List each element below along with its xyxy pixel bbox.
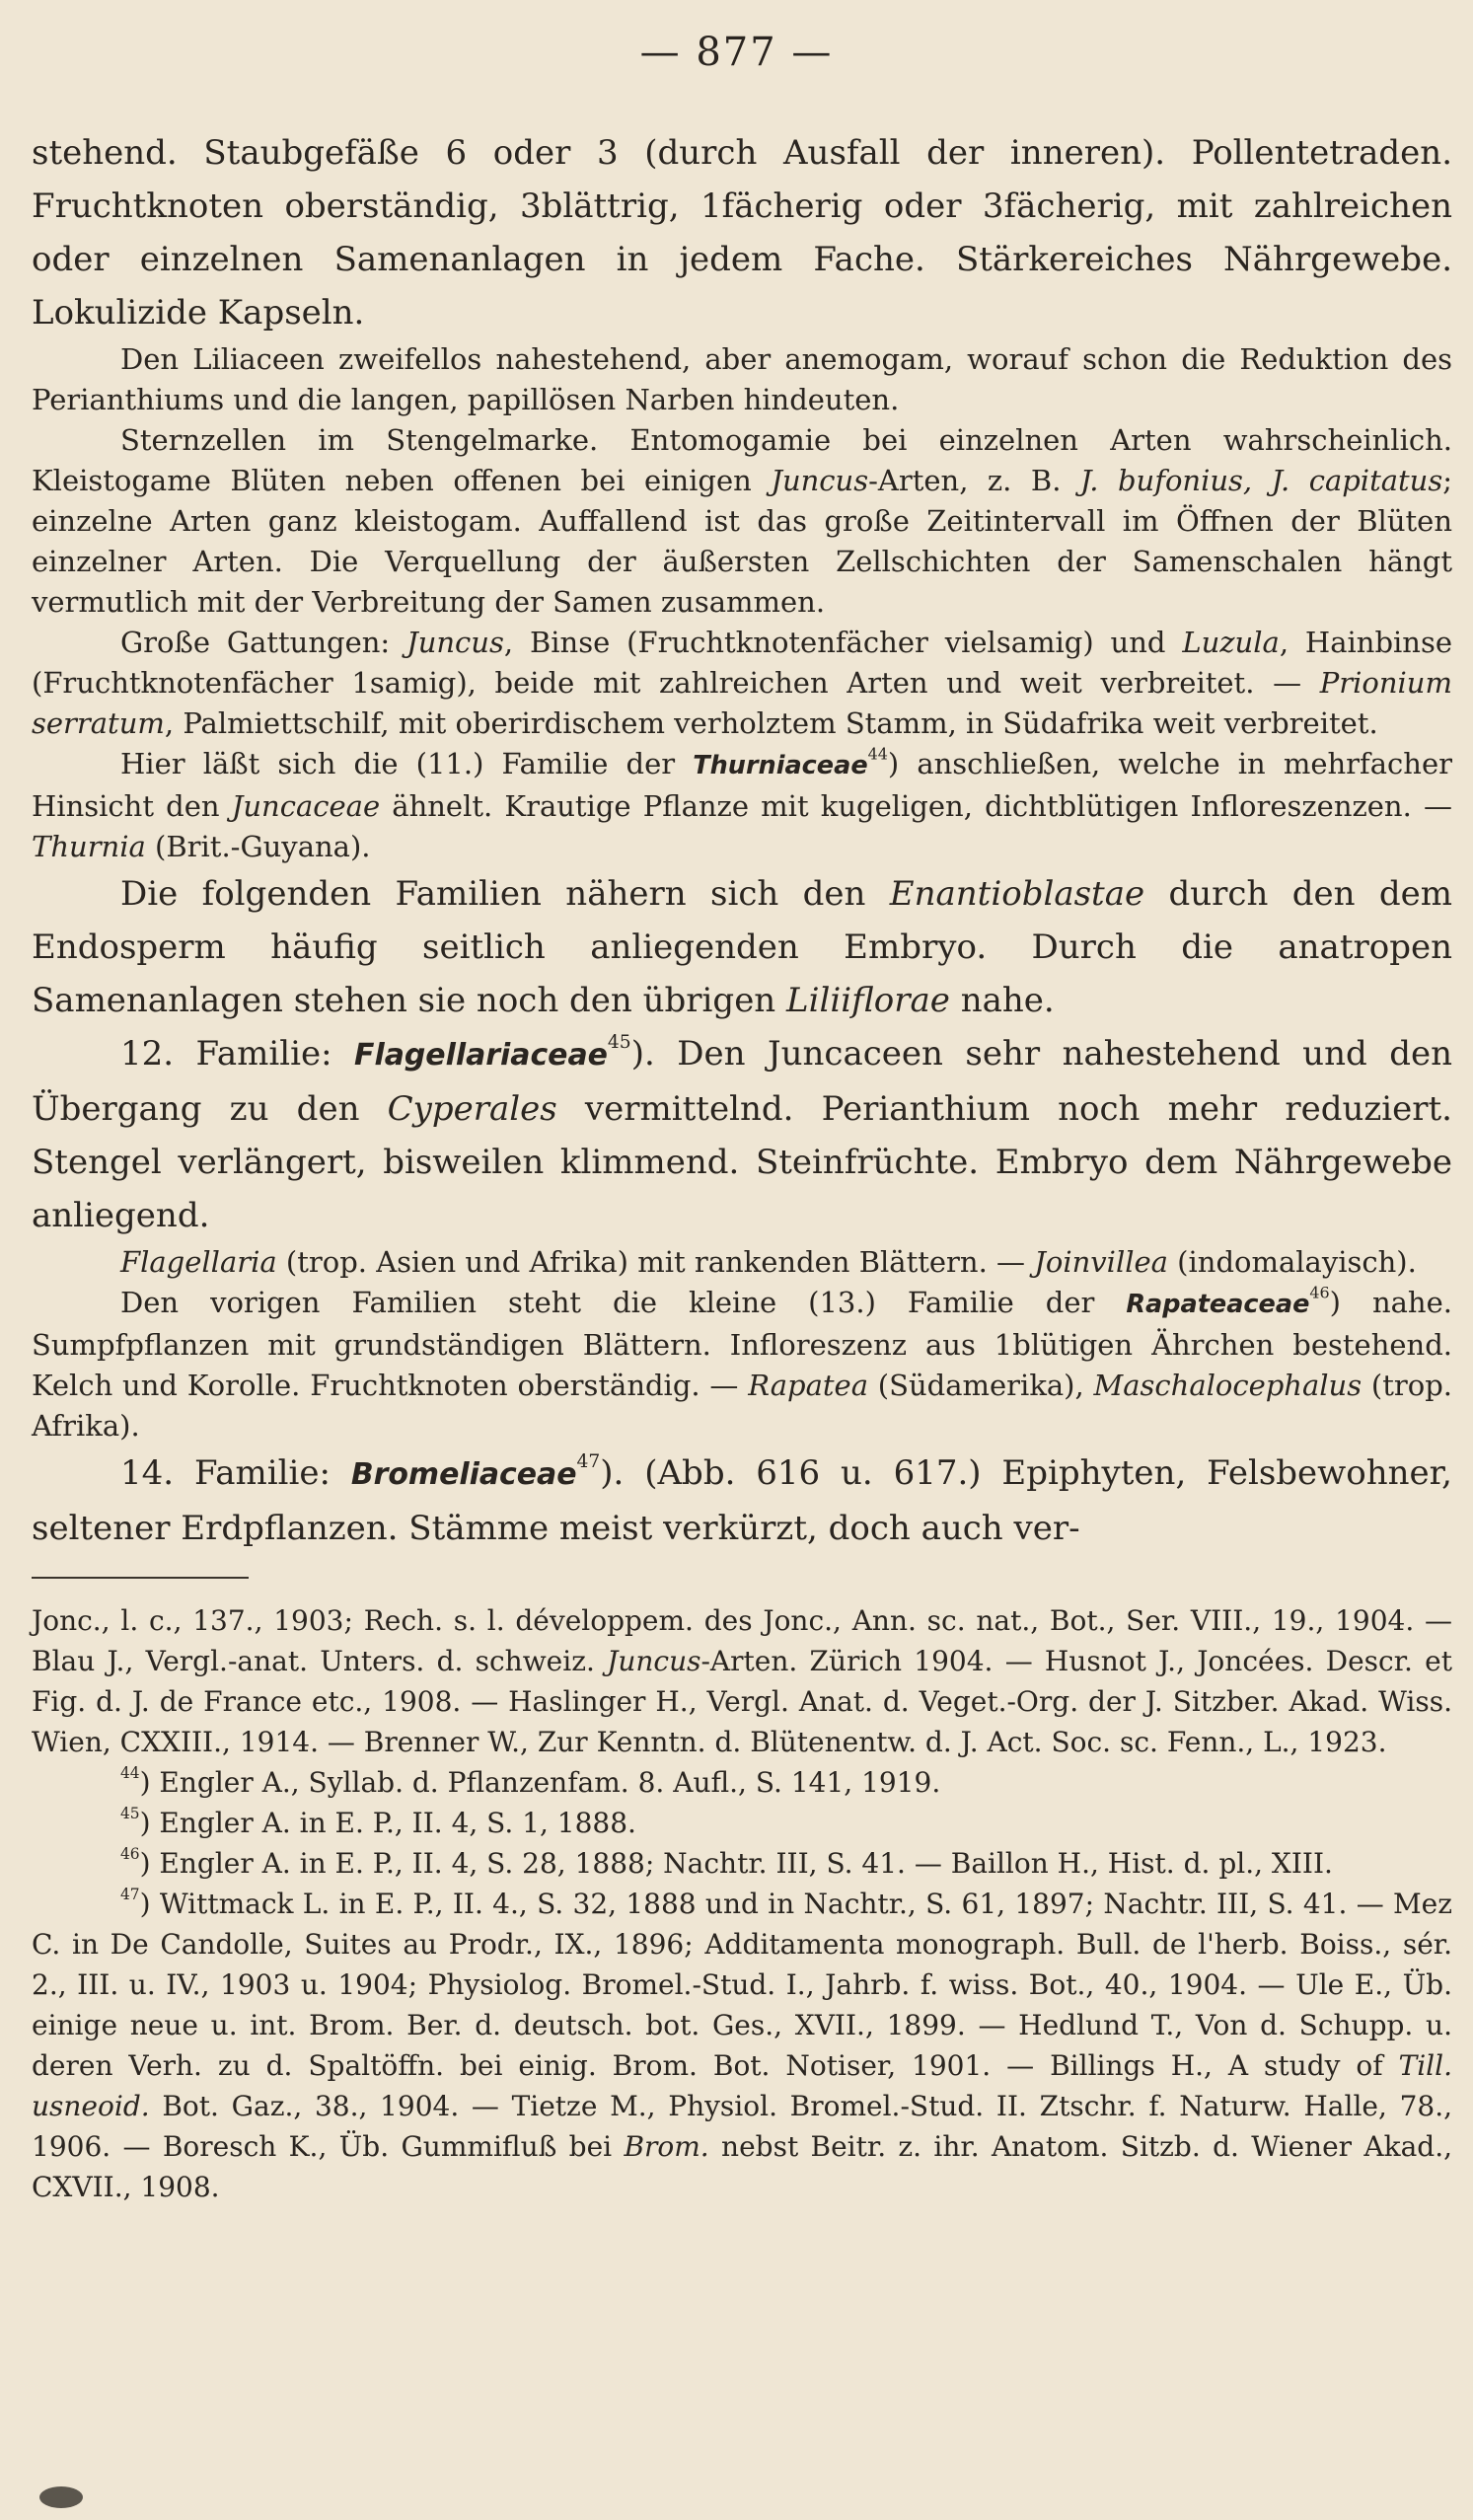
ink-smudge (39, 2486, 83, 2508)
footnote-45: $^{45}$) Engler A. in E. P., II. 4, S. 1, 1888. (120, 1805, 636, 1839)
footnote-continued: Jonc., l. c., 137., 1903; Rech. s. l. développem. des Jonc., Ann. sc. nat., Bot., Ser. VIII., 19., 1904. — Blau J., Vergl.-anat. Unters. d. schweiz. Juncus-Arten. Zürich 1904. — Husnot J., Joncées. Descr. et Fig. d. J. de France etc., 1908. — Haslinger H., Vergl. Anat. d. Veget.-Org. der J. Sitzber. Akad. Wiss. Wien, CXXIII., 1914. — Brenner W., Zur Kenntn. d. Blütenentw. d. J. Act. Soc. sc. Fenn., L., 1923. (32, 1604, 1452, 1758)
main-text (32, 126, 1452, 2207)
page-number: — 877 — (639, 30, 834, 75)
paragraph-flagellaria-genera: Flagellaria (trop. Asien und Afrika) mit rankenden Blättern. — Joinvillea (indomalayisch). (120, 1245, 1417, 1279)
paragraph-bromeliaceae: 14. Familie: Bromeliaceae$^{47}$). (Abb. 616 u. 617.) Epiphyten, Felsbewohner, seltener Erdpflanzen. Stämme meist verkürzt, doch auch ver- (32, 1451, 1452, 1548)
footnote-46: $^{46}$) Engler A. in E. P., II. 4, S. 28, 1888; Nachtr. III, S. 41. — Baillon H., Hist. d. pl., XIII. (120, 1845, 1333, 1880)
paragraph-thurniaceae: Hier läßt sich die (11.) Familie der Thurniaceae$^{44}$) anschließen, welche in mehrfacher Hinsicht den Juncaceae ähnelt. Krautige Pflanze mit kugeligen, dichtblütigen Infloreszenzen. — Thurnia (Brit.-Guyana). (32, 744, 1453, 863)
footnote-44: $^{44}$) Engler A., Syllab. d. Pflanzenfam. 8. Aufl., S. 141, 1919. (120, 1764, 941, 1799)
paragraph-biology: Sternzellen im Stengelmarke. Entomogamie bei einzelnen Arten wahrscheinlich. Kleistogame Blüten neben offenen bei einigen Juncus-Arten, z. B. J. bufonius, J. capitatus; einzelne Arten ganz kleistogam. Auffallend ist das große Zeitintervall im Öffnen der Blüten einzelner Arten. Die Verquellung der äußersten Zellschichten der Samenschalen hängt vermutlich mit der Verbreitung der Samen zusammen. (32, 423, 1453, 619)
footnote-47: $^{47}$) Wittmack L. in E. P., II. 4., S. 32, 1888 und in Nachtr., S. 61, 1897; Nachtr. III, S. 41. — Mez C. in De Candolle, Suites au Prodr., IX., 1896; Additamenta monograph. Bull. de l'herb. Boiss., sér. 2., III. u. IV., 1903 u. 1904; Physiolog. Bromel.-Stud. I., Jahrb. f. wiss. Bot., 40., 1904. — Ule E., Üb. einige neue u. int. Brom. Ber. d. deutsch. bot. Ges., XVII., 1899. — Hedlund T., Von d. Schupp. u. deren Verh. zu d. Spaltöffn. bei einig. Brom. Bot. Notiser, 1901. — Billings H., A study of Till. usneoid. Bot. Gaz., 38., 1904. — Tietze M., Physiol. Bromel.-Stud. II. Ztschr. f. Naturw. Halle, 78., 1906. — Boresch K., Üb. Gummifluß bei Brom. nebst Beitr. z. ihr. Anatom. Sitzb. d. Wiener Akad., CXVII., 1908. (32, 1886, 1452, 2203)
footnote-separator (32, 1577, 249, 1579)
paragraph-description: stehend. Staubgefäße 6 oder 3 (durch Ausfall der inneren). Pollentetraden. Fruchtknoten oberständig, 3blättrig, 1fächerig oder 3fächerig, mit zahlreichen oder einzelnen Samenanlagen in jedem Fache. Stärkereiches Nährgewebe. Lokulizide Kapseln. (32, 133, 1452, 333)
paragraph-genera: Große Gattungen: Juncus, Binse (Fruchtknotenfächer vielsamig) und Luzula, Hainbinse (Fruchtknotenfächer 1samig), beide mit zahlreichen Arten und weit verbreitet. — Prionium serratum, Palmiettschilf, mit oberirdischem verholztem Stamm, in Südafrika weit verbreitet. (32, 626, 1453, 740)
paragraph-transition: Die folgenden Familien nähern sich den Enantioblastae durch den dem Endosperm häufig seitlich anliegenden Embryo. Durch die anatropen Samenanlagen stehen sie noch den übrigen Liliiflorae nahe. (32, 874, 1452, 1020)
paragraph-flagellariaceae: 12. Familie: Flagellariaceae$^{45}$). Den Juncaceen sehr nahestehend und den Übergang zu den Cyperales vermittelnd. Perianthium noch mehr reduziert. Stengel verlängert, bisweilen klimmend. Steinfrüchte. Embryo dem Nährgewebe anliegend. (32, 1032, 1452, 1235)
paragraph-rapateaceae: Den vorigen Familien steht die kleine (13.) Familie der Rapateaceae$^{46}$) nahe. Sumpfpflanzen mit grundständigen Blättern. Infloreszenz aus 1blütigen Ährchen bestehend. Kelch und Korolle. Fruchtknoten oberständig. — Rapatea (Südamerika), Maschalocephalus (trop. Afrika). (32, 1283, 1452, 1443)
paragraph-relation: Den Liliaceen zweifellos nahestehend, aber anemogam, worauf schon die Reduktion des Perianthiums und die langen, papillösen Narben hindeuten. (32, 342, 1452, 416)
